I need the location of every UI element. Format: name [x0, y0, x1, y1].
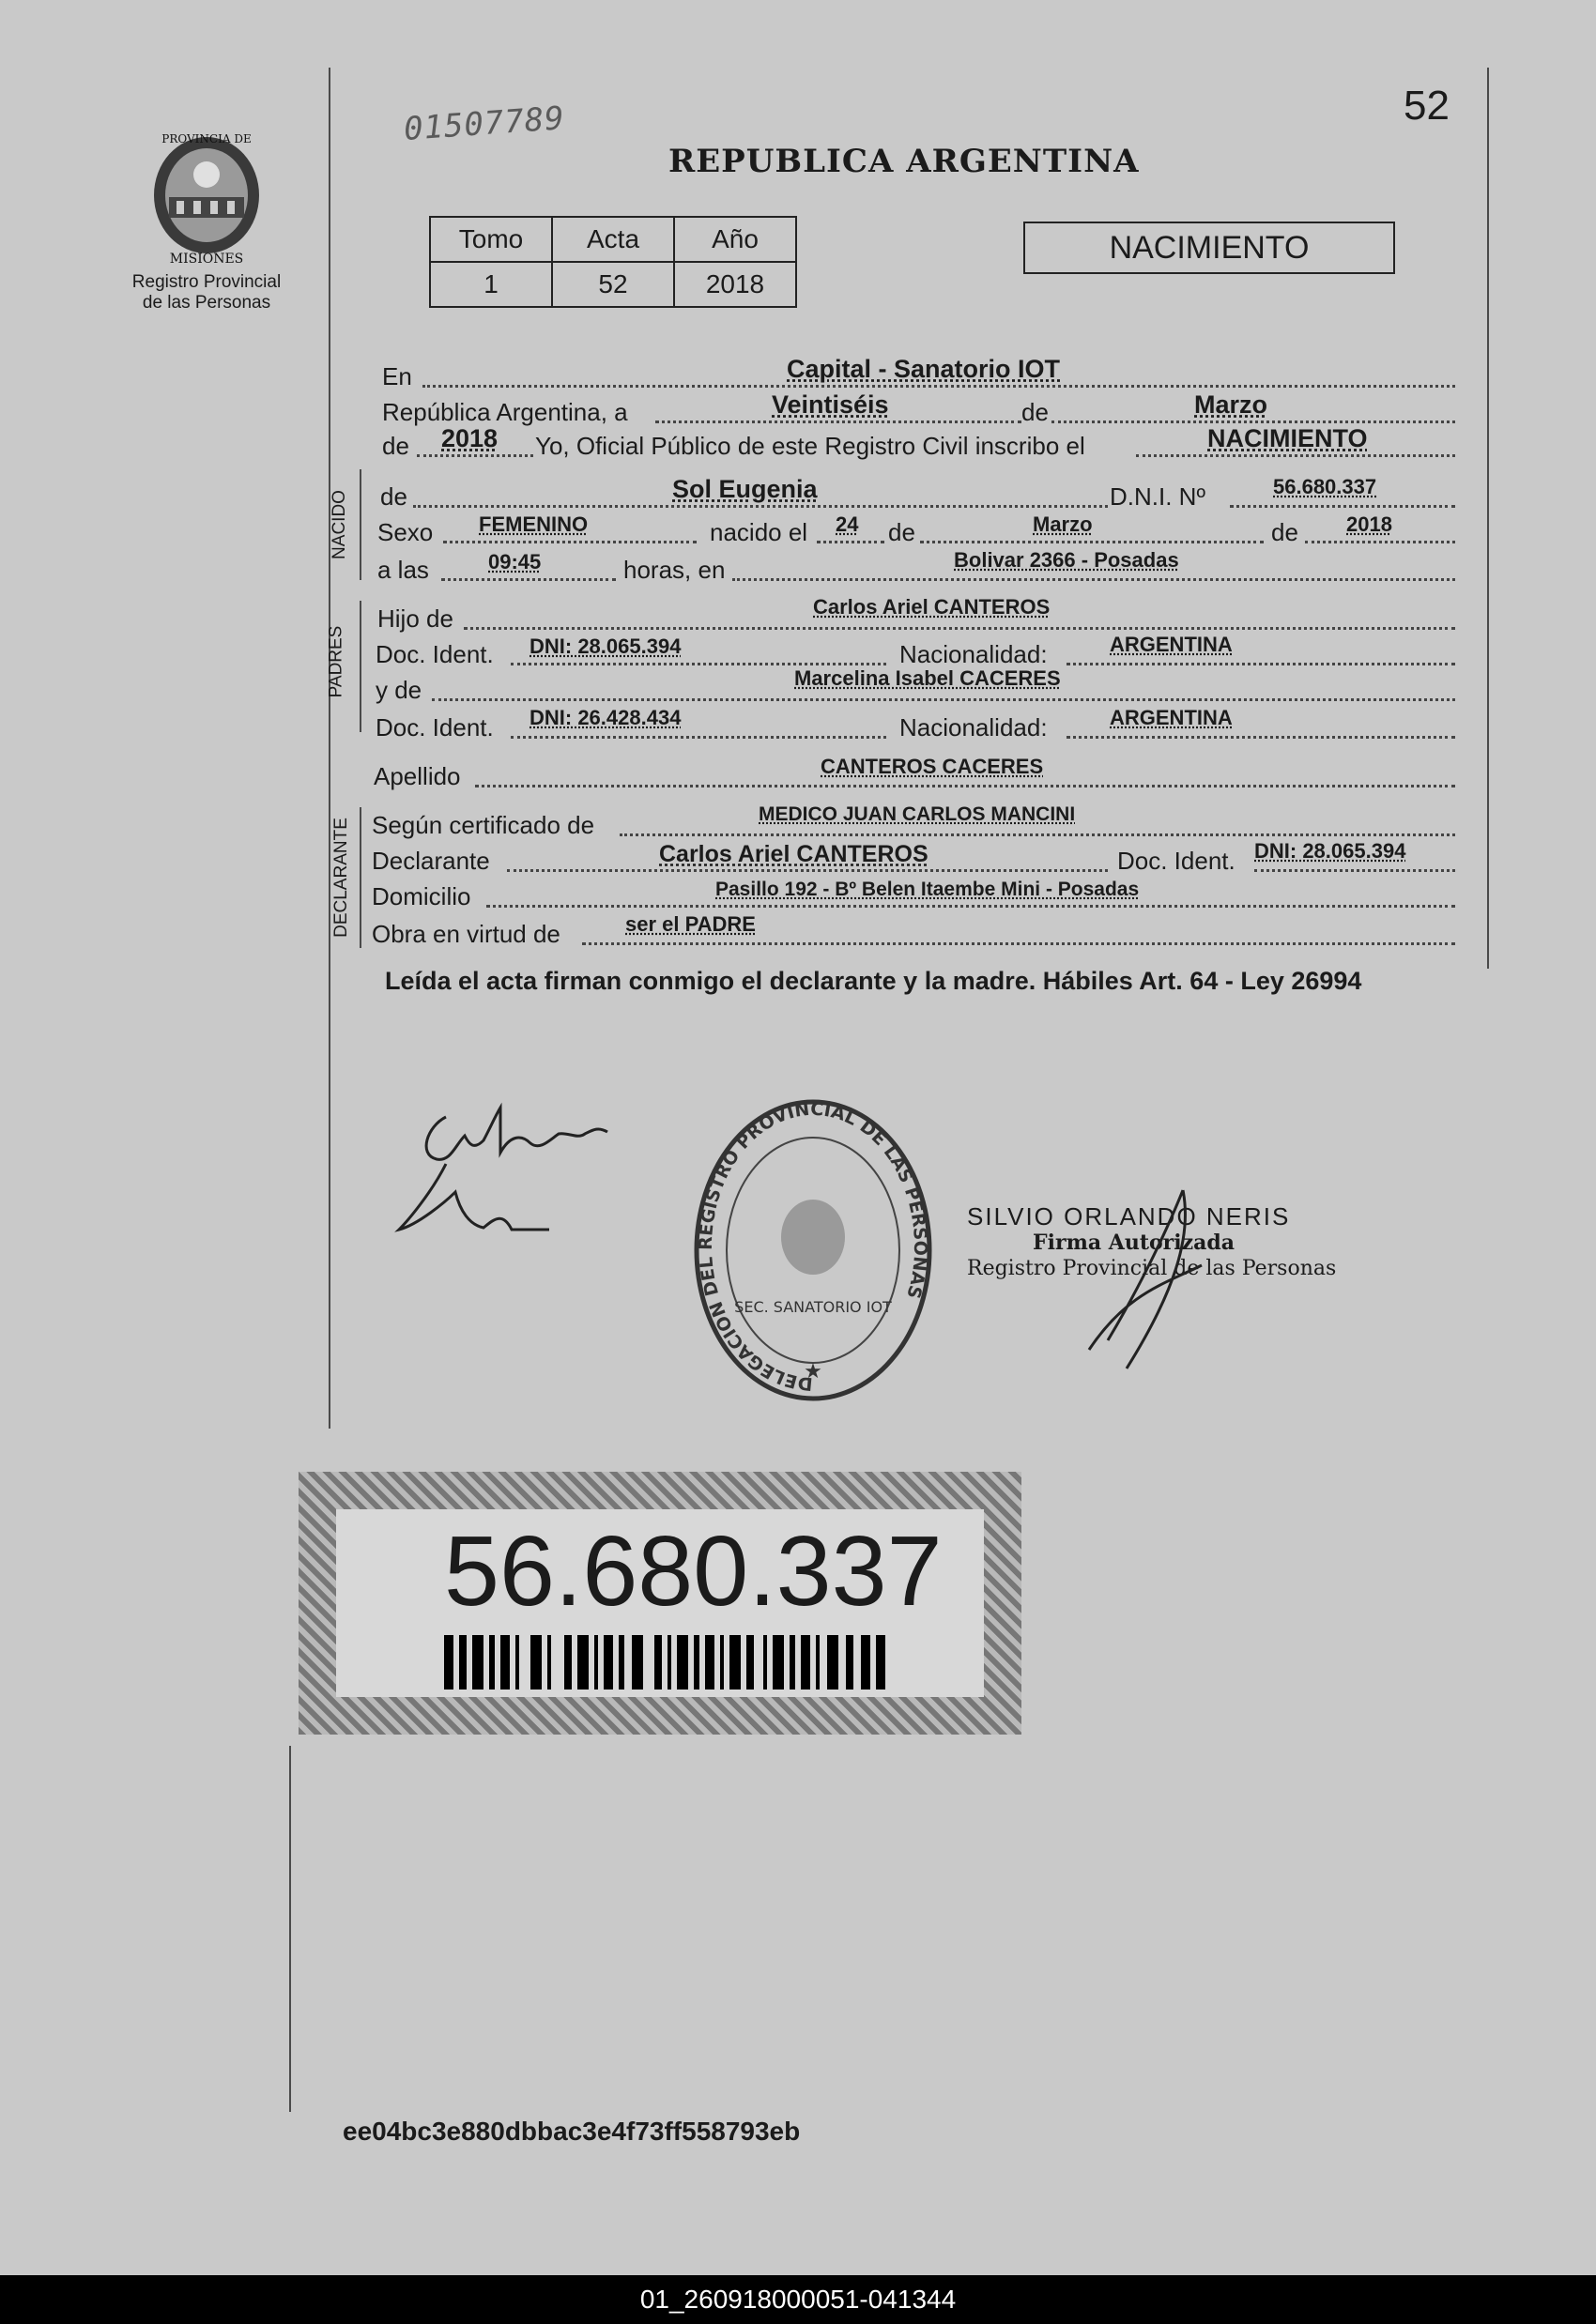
- logo-caption-line2: de las Personas: [142, 293, 271, 313]
- dotted-line: [1136, 454, 1455, 457]
- mother-nationality: ARGENTINA: [1110, 706, 1233, 729]
- dotted-line: [1230, 505, 1455, 508]
- nacido-bracket: [360, 469, 361, 580]
- declarant-name: Carlos Ariel CANTEROS: [659, 841, 928, 867]
- doc-ident-label: Doc. Ident.: [376, 640, 494, 668]
- table-value-anio: 2018: [674, 262, 796, 307]
- seal-outer-text: DELEGACION DEL REGISTRO PROVINCIAL DE LAS PERSONAS: [695, 1098, 931, 1395]
- de-label: de: [382, 432, 409, 460]
- official-seal: [693, 1096, 933, 1404]
- birth-time: 09:45: [488, 550, 542, 573]
- de-label: de: [380, 482, 407, 511]
- signer-office: Registro Provincial de las Personas: [967, 1257, 1337, 1280]
- signer-role: Firma Autorizada: [1033, 1231, 1235, 1255]
- registration-place: Capital - Sanatorio IOT: [787, 355, 1061, 383]
- dotted-line: [464, 627, 1455, 630]
- padres-bracket: [360, 601, 361, 732]
- apellido-label: Apellido: [374, 762, 461, 790]
- signature-text: Canteros: [390, 1089, 394, 1090]
- dotted-line: [413, 505, 1108, 508]
- sexo-label: Sexo: [377, 518, 434, 546]
- record-type-box: NACIMIENTO: [1023, 222, 1395, 274]
- dni-sticker-inner: [336, 1509, 984, 1697]
- document-hash: ee04bc3e880dbbac3e4f73ff558793eb: [343, 2117, 801, 2146]
- table-value-acta: 52: [552, 262, 674, 307]
- dotted-line: [620, 833, 1455, 836]
- dotted-line: [655, 420, 1021, 423]
- en-label: En: [382, 362, 412, 390]
- dotted-line: [1067, 663, 1455, 665]
- de-label: de: [1271, 518, 1298, 546]
- republica-label: República Argentina, a: [382, 398, 628, 426]
- seal-inner-text: SEC. SANATORIO IOT: [734, 1298, 892, 1316]
- declarante-label: Declarante: [372, 847, 490, 875]
- nacionalidad-label: Nacionalidad:: [899, 713, 1048, 742]
- dotted-line: [417, 454, 533, 457]
- barcode: [444, 1635, 885, 1689]
- registry-table: [429, 216, 797, 308]
- closing-statement: Leída el acta firman conmigo el declarante y la madre. Hábiles Art. 64 - Ley 26994: [385, 967, 1362, 995]
- hijo-de-label: Hijo de: [377, 604, 453, 633]
- declarant-signature: [390, 1089, 652, 1277]
- dotted-line: [511, 663, 886, 665]
- obra-en-virtud-label: Obra en virtud de: [372, 920, 560, 948]
- y-de-label: y de: [376, 676, 422, 704]
- dotted-line: [507, 869, 1108, 872]
- doc-ident-label: Doc. Ident.: [376, 713, 494, 742]
- section-label-nacido: NACIDO: [329, 490, 349, 559]
- dotted-line: [1305, 541, 1455, 543]
- section-label-declarante: DECLARANTE: [330, 818, 351, 938]
- dotted-line: [443, 541, 697, 543]
- provincial-coat-of-arms-logo: [141, 122, 272, 272]
- horas-label: horas, en: [623, 556, 726, 584]
- newborn-dni: 56.680.337: [1273, 475, 1377, 498]
- dotted-line: [1051, 420, 1455, 423]
- right-margin-rule: [1487, 68, 1489, 969]
- logo-lettering-bottom: MISIONES: [169, 252, 244, 267]
- mother-document: DNI: 26.428.434: [529, 706, 682, 729]
- dotted-line: [920, 541, 1264, 543]
- father-document: DNI: 28.065.394: [529, 635, 682, 658]
- father-nationality: ARGENTINA: [1110, 633, 1233, 656]
- dotted-line: [441, 578, 616, 581]
- registration-month: Marzo: [1194, 390, 1268, 419]
- dotted-line: [432, 698, 1455, 701]
- de-label: de: [1021, 398, 1049, 426]
- document-title: REPUBLICA ARGENTINA: [668, 143, 1140, 180]
- section-label-padres: PADRES: [326, 625, 346, 698]
- dotted-line: [486, 905, 1455, 908]
- doc-ident-label: Doc. Ident.: [1117, 847, 1235, 875]
- signer-name: SILVIO ORLANDO NERIS: [967, 1202, 1291, 1231]
- seal-star-icon: ★: [804, 1359, 822, 1383]
- birth-month: Marzo: [1033, 512, 1093, 536]
- declarant-relation: ser el PADRE: [625, 912, 756, 936]
- registration-year: 2018: [441, 424, 499, 452]
- birth-year: 2018: [1346, 512, 1392, 536]
- officer-statement: Yo, Oficial Público de este Registro Civil inscribo el: [535, 432, 1085, 460]
- inscribed-type: NACIMIENTO: [1207, 424, 1368, 452]
- dotted-line: [817, 541, 884, 543]
- declarant-document: DNI: 28.065.394: [1254, 839, 1406, 863]
- registration-day: Veintiséis: [772, 390, 889, 419]
- dotted-line: [511, 736, 886, 739]
- dotted-line: [1254, 869, 1455, 872]
- table-value-tomo: 1: [430, 262, 552, 307]
- nacido-el-label: nacido el: [710, 518, 808, 546]
- segun-certificado-label: Según certificado de: [372, 811, 595, 839]
- logo-caption-line1: Registro Provincial: [131, 272, 282, 292]
- officer-signature: [1070, 1181, 1220, 1387]
- certificate-issuer: MEDICO JUAN CARLOS MANCINI: [759, 803, 1076, 825]
- declarant-address: Pasillo 192 - Bº Belen Itaembe Mini - Posadas: [715, 879, 1140, 900]
- table-header-acta: Acta: [552, 217, 674, 262]
- dotted-line: [475, 785, 1455, 787]
- table-header-tomo: Tomo: [430, 217, 552, 262]
- father-name: Carlos Ariel CANTEROS: [813, 595, 1051, 619]
- birth-day: 24: [836, 512, 859, 536]
- mother-name: Marcelina Isabel CACERES: [794, 666, 1061, 690]
- dotted-line: [422, 385, 1455, 388]
- dotted-line: [582, 942, 1455, 945]
- surname: CANTEROS CACERES: [821, 755, 1044, 778]
- dni-label: D.N.I. Nº: [1110, 482, 1205, 511]
- table-header-anio: Año: [674, 217, 796, 262]
- dotted-line: [732, 578, 1455, 581]
- de-label: de: [888, 518, 915, 546]
- declarante-bracket: [360, 807, 361, 948]
- newborn-sex: FEMENINO: [479, 512, 589, 536]
- birth-place: Bolivar 2366 - Posadas: [954, 548, 1179, 572]
- serial-number-stamp: 01507789: [402, 99, 566, 148]
- dni-sticker-number: 56.680.337: [444, 1516, 943, 1627]
- footer-document-id: 01_260918000051-041344: [0, 2275, 1596, 2324]
- dni-sticker: [299, 1472, 1021, 1735]
- domicilio-label: Domicilio: [372, 882, 471, 910]
- page-number: 52: [1404, 83, 1450, 129]
- a-las-label: a las: [377, 556, 429, 584]
- newborn-name: Sol Eugenia: [672, 475, 818, 503]
- left-margin-rule: [329, 68, 330, 1429]
- nacionalidad-label: Nacionalidad:: [899, 640, 1048, 668]
- logo-lettering-top: PROVINCIA DE: [161, 132, 252, 145]
- dotted-line: [1067, 736, 1455, 739]
- left-margin-rule-lower: [289, 1746, 291, 2112]
